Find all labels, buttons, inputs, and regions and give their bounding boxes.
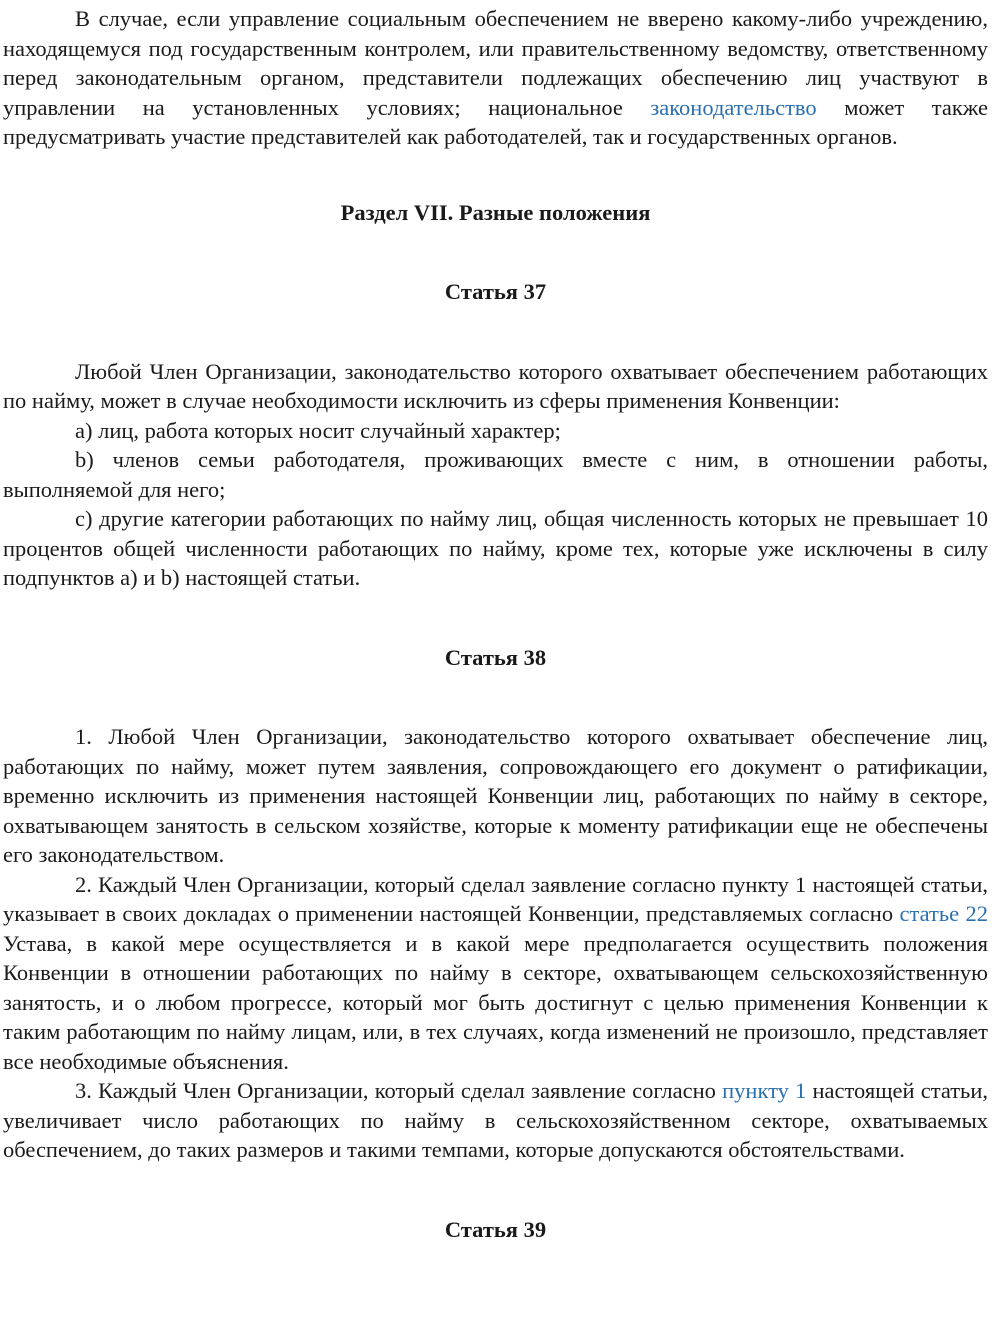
- article-37-item-b: b) членов семьи работодателя, проживающих вместе с ним, в отношении работы, выполняемой для него;: [3, 447, 988, 502]
- article-37-intro: Любой Член Организации, законодательство которого охватывает обеспечением работающих по найму, может в случае необходимости исключить из сферы применения Конвенции:: [3, 358, 988, 413]
- paragraph-1-link[interactable]: пункту 1: [722, 1078, 807, 1103]
- document-page: [0, 4, 1000, 1322]
- article-38-heading: Статья 38: [444, 644, 547, 670]
- article-37-heading: Статья 37: [444, 279, 547, 304]
- legislation-link[interactable]: законодательство: [650, 94, 817, 120]
- article-38-paragraph-1: 1. Любой Член Организации, законодательство которого охватывает обеспечение лиц, работающих по найму, может путем заявления, сопровождающего его документ о ратификации, временно исключить из применения настоящей Конвенции лиц, работающих по найму в секторе, охватывающем занятость в сельском хозяйстве, которые к моменту ратификации еще не обеспечены его законодательством.: [3, 724, 988, 867]
- article-39-heading: Статья 39: [444, 1216, 547, 1242]
- article-38-paragraph-2: [3, 870, 988, 1077]
- intro-paragraph: [3, 4, 988, 152]
- article-38-p2-text-before: 2. Каждый Член Организации, который сделал заявление согласно пункту 1 настоящей статьи, указывает в своих докладах о применении настоящей Конвенции, представляемых согласно: [3, 871, 988, 926]
- intro-text-before: В случае, если управление социальным обеспечением не вверено какому-либо учреждению, находящемуся под государственным контролем, или правительственному ведомству, ответственному перед законодательным органом, представители подлежащих обеспечению лиц участвуют в управлении на установленных условиях; национальное: [3, 6, 988, 120]
- article-37-item-a: a) лиц, работа которых носит случайный характер;: [75, 417, 561, 443]
- article-38-p3-text-after: настоящей статьи, увеличивает число работающих по найму в сельскохозяйственном секторе, охватываемых обеспечением, до таких размеров и такими темпами, которые допускаются обстоятельствами.: [3, 1078, 988, 1162]
- article-38-p2-text-after: Устава, в какой мере осуществляется и в какой мере предполагается осуществить положения Конвенции в отношении работающих по найму в секторе, охватывающем сельскохозяйственную занятость, и о любом прогрессе, который мог быть достигнут с целью применения Конвенции к таким работающим по найму лицам, или, в тех случаях, когда изменений не произошло, представляет все необходимые объяснения.: [3, 930, 988, 1074]
- intro-text-after: может также предусматривать участие представителей как работодателей, так и государственных органов.: [3, 94, 988, 149]
- article-38-p3-text-before: 3. Каждый Член Организации, который сделал заявление согласно: [75, 1078, 723, 1103]
- section-heading: Раздел VII. Разные положения: [340, 199, 651, 225]
- article-22-link[interactable]: статье 22: [899, 901, 988, 926]
- article-38-paragraph-3: [3, 1076, 988, 1165]
- article-37-item-c: c) другие категории работающих по найму лиц, общая численность которых не превышает 10 процентов общей численности работающих по найму, кроме тех, которые уже исключены в силу подпунктов a) и b) настоящей статьи.: [3, 506, 988, 590]
